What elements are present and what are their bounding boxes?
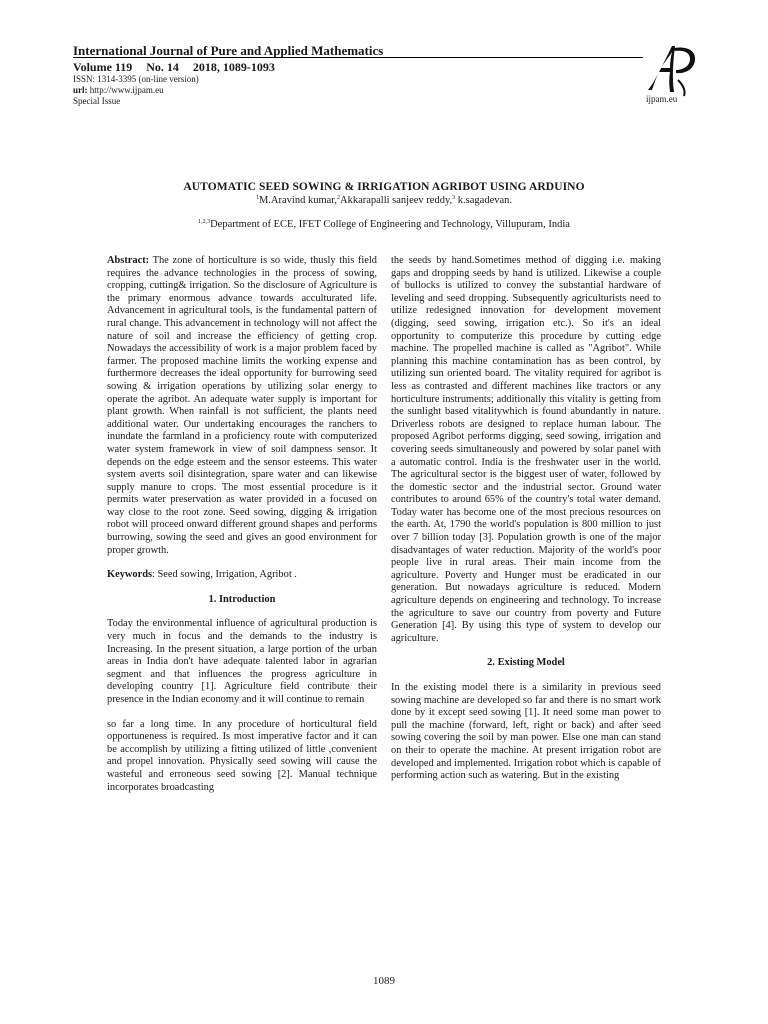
author1: M.Aravind kumar,: [258, 195, 337, 206]
introduction-continued-paragraph: the seeds by hand.Sometimes method of digging i.e. making gaps and dropping seeds by hand is utilized. Likewise a couple of bullocks is utilized to convey the substantial hardware of leveling and seed dropping. Subsequently agriculturists need to utilize redesigned innovation for development movement (digging, seed sowing, irrigation etc.). So it's an ideal opportunity to computerize this procedure by cutting edge machine. The propelled machine is called as "Agribot". While planning this machine contamination has as been control, by utilizing sun oriented board. The vitality required for agribot is less as contrasted and different machines like tractors or any horticulture instruments; additionally this vitality is getting from the sunlight based vitalitywhich is found abundantly in nature. Driverless robots are designed to replace human labour. The proposed Agribot performs digging, seed sowing, irrigation and covering seeds simultaneously and powered by solar panel with a automatic control. India is the freshwater user in the world. The agricultural sector is the biggest user of water, followed by the domestic sector and the industrial sector. Ground water contributes to around 65% of the country's total water demand. Today water has become one of the most precious resources on the earth. At, 1790 the world's population is 800 million to just over 7 billion today [3]. Population growth is one of the major disadvantages of water reduction. Majority of the world's poor people live in rural areas. Their main income from the agriculture. Poverty and Hunger must be eradicated in our generation. But nowadays agriculture is reduced. Modern agriculture depends on engineering and technology. To increase the agriculture to save our country from poverty and Future Generation [4]. By using this type of system to develop our agriculture.: [391, 255, 661, 644]
logo-caption: ijpam.eu: [646, 94, 678, 104]
existing-model-heading: 2. Existing Model: [487, 657, 565, 669]
journal-special-issue: Special Issue: [73, 96, 121, 106]
abstract-text: The zone of horticulture is so wide, thusly this field requires the advance technologies in the process of sowing, cropping, cutting& irrigation. So the disclosure of Agriculture is the primary enormous advance towards acculturated life. Advancement in agricultural tools, is the fundamental pattern of rural change. This advancement in technology will not affect the nature of soil and increase the efficiency of getting crop. Nowadays the accessibility of work is a major problem faced by farmer. The proposed machine limits the working expense and furthermore decreases the ideal opportunity for burrowing seed sowing & irrigation operations by utilizing solar energy to operate the agribot. An adequate water supply is important for plant growth. When rainfall is not sufficient, the plants need additional water. Our undertaking encourages the ranchers to inundate the farmland in a proficiency route with computerized water system framework in view of soil dampness sensor. It depends on the edge esteem and the sensor esteems. This water system averts soil disintegration, spare water and can likewise supply manure to crops. The most essential procedure is it permits water preservation as water provided in a focused on way close to the root zone. Seed sowing, digging & irrigation robot will proceed onward different ground shapes and performs burrowing, sowing the seed and gives an good environment for proper growth.: [107, 255, 377, 556]
left-column: [107, 255, 377, 794]
journal-url-line: [73, 85, 633, 96]
spacer: [107, 707, 377, 719]
right-column: [391, 255, 661, 783]
abstract-paragraph: [107, 255, 377, 557]
journal-logo-icon: [640, 40, 702, 102]
author3-sup: 3: [452, 195, 456, 201]
paper-title: AUTOMATIC SEED SOWING & IRRIGATION AGRIBOT USING ARDUINO: [183, 181, 585, 193]
journal-name: International Journal of Pure and Applied Mathematics: [73, 43, 384, 58]
affiliation-sup: 1,2,3: [198, 219, 211, 225]
author2-sup: 2: [337, 195, 340, 201]
spacer: [107, 557, 377, 569]
spacer: [391, 670, 661, 682]
spacer: [391, 645, 661, 657]
keywords-text: : Seed sowing, Irrigation, Agribot .: [152, 569, 297, 581]
journal-number: No. 14: [146, 60, 179, 74]
spacer: [107, 606, 377, 618]
author1-sup: 1: [255, 195, 259, 201]
affiliation-text: Department of ECE, IFET College of Engineering and Technology, Villupuram, India: [210, 219, 570, 230]
author3: k.sagadevan.: [457, 195, 513, 206]
journal-url-label: url:: [73, 85, 88, 95]
journal-year-pages: 2018, 1089-1093: [192, 60, 275, 74]
spacer: [107, 582, 377, 594]
abstract-label: Abstract:: [107, 255, 150, 266]
journal-header: [73, 44, 633, 107]
journal-volume-line: [73, 60, 633, 74]
author2: Akkarapalli sanjeev reddy,: [340, 195, 453, 206]
existing-model-paragraph: In the existing model there is a similarity in previous seed sowing machine are developed so far and there is no smart work done by it except seed sowing [1]. It need some man power to pull the machine (forward, left, right or back) and after seed sowing covering the soil by man power. Else one man can stand on their to operate the machine. At present irrigation robot are developed and implemented. Irrigation robot which is capable of performing action such as watering. But in the existing: [391, 682, 661, 782]
keywords-label: Keywords: [107, 569, 153, 581]
journal-url-link[interactable]: http://www.ijpam.eu: [89, 85, 164, 95]
page-number: 1089: [373, 975, 395, 987]
header-rule: [73, 57, 643, 58]
journal-issn: ISSN: 1314-3395 (on-line version): [73, 74, 199, 84]
introduction-paragraph-1: Today the environmental influence of agricultural production is very much in focus and the demands to the industry is Increasing. In the present situation, a large portion of the urban areas in India don't have adequate talented labor in agrarian segment and that influences the progress agriculture in developing country [1]. Agriculture field contribute their presence in the Indian economy and it will continue to remain: [107, 618, 377, 705]
introduction-paragraph-2: so far a long time. In any procedure of horticultural field opportuneness is required. Is most imperative factor and it can be accomplish by utilizing a fitting utilized of little ,convenient and propel innovation. Physically seed sowing will cause the wasteful and erroneous seed sowing [2]. Manual technique incorporates broadcasting: [107, 718, 377, 793]
keywords-paragraph: [107, 569, 377, 582]
paper-affiliation: [0, 219, 768, 231]
paper-authors: [0, 195, 768, 207]
journal-volume: Volume 119: [73, 60, 133, 74]
introduction-heading: 1. Introduction: [208, 593, 276, 605]
